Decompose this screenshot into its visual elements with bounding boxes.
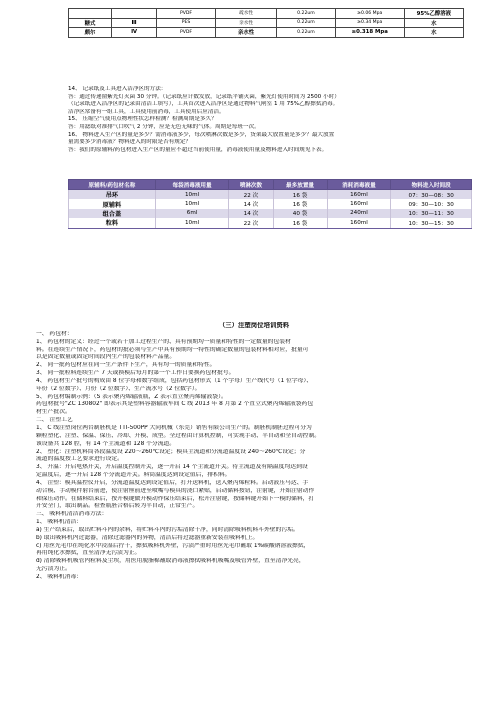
filter-table-cell: 0.22um <box>277 9 336 19</box>
training-line: 1、 药包材的定义：经过一个或若干加工过程生产的、具有预期均一质量和特性的一定数量的包装材 <box>36 338 291 345</box>
filter-table-cell: 疏水性 <box>215 9 276 19</box>
material-table-cell: 14 次 <box>229 209 273 218</box>
training-line: 1、 C 线注塑岗位两台制胚机是 TTI-500PP 大同机械（东莞）销售有限公司生产的。制胚机制胚过程可分为 <box>36 424 312 431</box>
training-line: 和保压动作。在储料结束后，按开模键做开模动作保压结束后，松开注射键，按储料键开始下一模的储料，打 <box>36 495 315 502</box>
material-table-row <box>69 209 472 218</box>
training-line: 3、 升温：开启电热开关，开启温度控制开关，逐一开启 14 个主流道开关。待主流道及有隔温度均达到设 <box>36 464 308 471</box>
training-line: 流道的温度按工艺要求进行设定。 <box>36 456 123 463</box>
filter-table-cell: Ⅲ <box>112 18 157 28</box>
material-table-header-cell: 原辅料/药包材名称 <box>69 180 156 190</box>
qa-line: 答：我们的原辅料/药包材进入生产区的量应不超过当前使用量，消毒液使用量及物料进入时间规见下表。 <box>68 146 328 153</box>
training-line: 动合模、手动模件射台前进，使注射座前进至喷嘴与模具的浇口紧贴，启动储料按钮，注射键，开始注射动作 <box>36 487 315 494</box>
training-line: 二、 注塑工艺 <box>36 417 73 424</box>
material-table-header-cell: 消耗消毒液量 <box>327 180 391 190</box>
training-line: 2、 吸料机消毒： <box>36 574 83 580</box>
filter-table-cell: 水 <box>404 18 463 28</box>
filter-table-cell <box>69 9 112 19</box>
material-table-cell: 16 袋 <box>273 199 327 208</box>
filter-table-cell: ≥0.34 Mpa <box>335 18 404 28</box>
training-line: b) 取出吸料机内过滤器，清除过滤器内的异物，清洁后将过滤器重新安装在吸料机上。 <box>36 534 259 541</box>
training-line: 4、 注塑：模具温控仪开启，分流道温度达到设定值后，打开送料机，送入聚丙烯粒料。启动液压马达、手 <box>36 479 309 486</box>
training-line: 材生产批次。 <box>36 409 71 416</box>
material-table-cell: 10：30—15：30 <box>391 218 472 228</box>
material-table-cell: 07：30—08：30 <box>391 190 472 200</box>
material-table <box>68 179 472 229</box>
material-table-header <box>69 180 472 190</box>
filter-table-row <box>69 18 464 28</box>
filter-table-cell: 糖式 <box>69 18 112 28</box>
filter-table-cell: 颇尔 <box>69 28 112 38</box>
material-table-cell: 10ml <box>155 190 229 200</box>
training-line: 5、 药包材编制示例：（S 表示聚丙烯输液瓶，Z 表示直立聚丙烯输液袋）。 <box>36 393 227 400</box>
material-table-cell: 原辅料 <box>69 199 156 208</box>
filter-table-cell: ≥0.318 Mpa <box>335 28 404 38</box>
qa-line: 16、 物料进入生产区的量是多少？需消毒液多少，每次喷淋次数是多少，货架最大放置量是多少？最大放置 <box>68 131 335 138</box>
material-table-cell: 10ml <box>155 199 229 208</box>
qa-line: 答：通过传递窗紫光灯灭菌 30 分钟。（记录纸应计数发放，记录纸平铺灭菌，紫光灯使用时间为 2500 小时） <box>68 93 340 100</box>
material-table-cell: 22 次 <box>229 190 273 200</box>
material-table-header-cell: 喷淋次数 <box>229 180 273 190</box>
material-table-header-cell: 物料进入时间段 <box>391 180 472 190</box>
material-table-cell: 240ml <box>327 209 391 218</box>
filter-table-cell: 亲水性 <box>215 28 276 38</box>
training-line: 以是固定数量或固定时间段内生产的包装材料产品量。 <box>36 354 176 361</box>
training-line: 开安全门，取出制品。检查瓶胚合格后转为半自动，正常生产。 <box>36 503 199 510</box>
filter-table-cell: ≥0.06 Mpa <box>335 9 404 19</box>
filter-table-cell <box>112 9 157 19</box>
qa-line: 15、 压缩空气使用点物理性状怎样检测？检测周期是多久？ <box>68 116 217 123</box>
training-line: 1、 吸料机清洁： <box>36 519 83 526</box>
training-line: 2、 塑化：注塑机料筒各段温度设 220～260℃设定；模具主流道和分流道温度设 240～260℃设定；分 <box>36 448 306 455</box>
material-table-row <box>69 218 472 228</box>
material-table-cell: 粒料 <box>69 218 156 228</box>
filter-table-cell: PES <box>157 18 216 28</box>
qa-line: 量需要多少消毒液？物料进入的时限是否有规定？ <box>68 139 192 146</box>
material-table-cell: 组合盖 <box>69 209 156 218</box>
material-table-row <box>69 190 472 200</box>
filter-table-row <box>69 28 464 38</box>
material-table-header-cell: 最多放置量 <box>273 180 327 190</box>
qa-line: 洁净区常备有一组工具，工具使用前消毒，工具使用后应清洁。 <box>68 108 225 115</box>
qa-line: 14、 记录纸及工具进入洁净区的方法： <box>68 86 167 92</box>
section-title: （三）注塑岗位培训资料 <box>218 322 290 329</box>
training-line: 颗粒塑化、注塑、保温、保压、冷却、开模、成型。全过程由计算机控制，可实现手动、半自动和全自动控制。 <box>36 432 321 439</box>
training-line: 该设备共 128 腔，有 14 个主流道和 128 个分流道。 <box>36 440 176 447</box>
training-line: 三、 吸料机清洁消毒方法： <box>36 511 108 518</box>
training-line: 再用纯化水擦拭，直至清净无污渍为止。 <box>36 550 141 557</box>
material-table-cell: 16 袋 <box>273 190 327 200</box>
material-table-cell: 22 次 <box>229 218 273 228</box>
training-line: c) 用丝光毛巾在纯化水中浸湿后拧干，擦拭吸料机外壁，污渍严重时用丝光毛巾蘸取 1%碳酸钠溶液擦拭， <box>36 542 310 549</box>
training-line: 3、 同一批粒料连续生产 7 天或换模后每月的第一个工作日要换药包材批号。 <box>36 370 235 377</box>
qa-line: 答：用滤纸对准排气口吹气 2 分钟，应是无色无味的气体。周期是每班一次。 <box>68 123 260 130</box>
filter-table-row <box>69 9 464 19</box>
training-line: 年份（2 位数字）、月份（2 位数字）、生产流水号（2 位数字）。 <box>36 385 201 392</box>
qa-section <box>68 86 472 154</box>
material-table-cell: 6ml <box>155 209 229 218</box>
filter-table <box>68 8 464 38</box>
training-line: 4、 药包材生产批号的构成由 8 位字母和数字组成，包括药包材形式（1 个字母）生产线代号（1 位字母）、 <box>36 377 313 384</box>
filter-table-cell: PVDF <box>157 28 216 38</box>
material-table-cell: 160ml <box>327 218 391 228</box>
training-line: 2、 同一批药包材应在同一生产条件下生产，具有均一的质量和特性。 <box>36 362 216 369</box>
training-line: 料。在连续生产情况下，药包材的批必须与生产中具有预期均一特性的确定数量的包装材料相对应，批量可 <box>36 346 309 353</box>
material-table-cell: 10ml <box>155 218 229 228</box>
qa-line: （记录纸进入洁净区的记录由清洁工填写），工具首次进入洁净区是通过物料气闸室 1 用 75%乙醇擦拭消毒。 <box>68 101 339 108</box>
material-table-row <box>69 199 472 208</box>
training-line: 一、 药包材： <box>36 330 73 337</box>
filter-table-cell: 95%乙醇溶液 <box>404 9 463 19</box>
material-table-cell: 160ml <box>327 190 391 200</box>
training-line: a) 生产结束后，取出贮料斗内的余料，将贮料斗内的污垢清除干净，同时清除吸料机料斗外壁的污垢。 <box>36 526 299 533</box>
training-line: 药包材批号"ZC 130802" 即表示其是塑料容器输液车间 C 线 2013 年 8 月第 2 个直立式聚丙烯输液袋药包 <box>36 401 314 408</box>
training-section <box>36 322 472 582</box>
material-table-cell: 16 袋 <box>273 218 327 228</box>
material-table-cell: 14 次 <box>229 199 273 208</box>
material-table-cell: 吊环 <box>69 190 156 200</box>
material-table-cell: 40 袋 <box>273 209 327 218</box>
filter-table-cell: 0.22um <box>277 28 336 38</box>
filter-table-cell: 水 <box>404 28 463 38</box>
training-line: 定温度后，逐一开启 128 个分流道开关。料筒温度达到设定值后，排积料。 <box>36 472 231 479</box>
material-table-cell: 160ml <box>327 199 391 208</box>
material-table-header-cell: 每袋消毒液用量 <box>155 180 229 190</box>
training-line: 无污渍为止。 <box>36 566 71 573</box>
material-table-cell: 09：30—10：30 <box>391 199 472 208</box>
training-line: d) 清除吸料机吸管内粒料及尘埃，用医用脱脂棉蘸取消毒液擦拭吸料机吸嘴及吸管外壁，直至清净光亮， <box>36 558 305 565</box>
filter-table-cell: Ⅳ <box>112 28 157 38</box>
filter-table-cell: 0.22um <box>277 18 336 28</box>
filter-table-cell: 亲水性 <box>215 18 276 28</box>
material-table-cell: 10：30—11：30 <box>391 209 472 218</box>
filter-table-cell: PVDF <box>157 9 216 19</box>
